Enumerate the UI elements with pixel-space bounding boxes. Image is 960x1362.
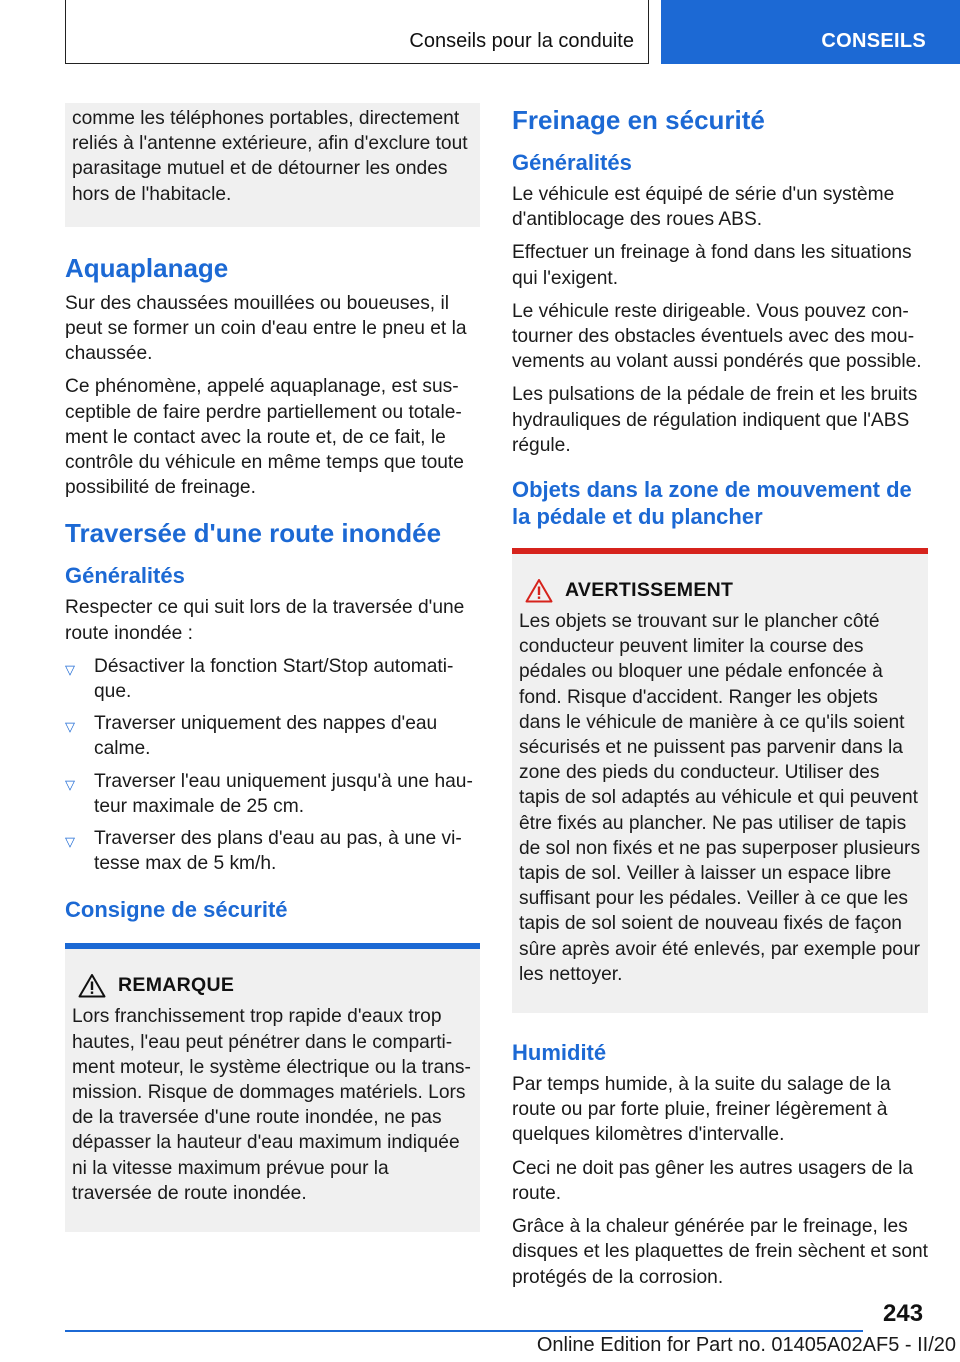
section-title: Conseils pour la conduite (409, 30, 634, 52)
chapter-tab-label: CONSEILS (821, 30, 926, 52)
heading-aquaplanage: Aquaplanage (65, 252, 229, 283)
warning-title: AVERTISSEMENT (565, 579, 734, 602)
triangle-bullet-icon: ▽ (65, 719, 75, 735)
heading-humidite: Humidité (512, 1040, 607, 1066)
freinage-p1: Le véhicule est équipé de série d'un système d'antiblocage des roues ABS. (512, 184, 895, 231)
humidite-p2: Ceci ne doit pas gêner les autres usagers de la route. (512, 1157, 914, 1204)
footer-rule (65, 1330, 863, 1332)
warning-box (512, 548, 928, 1013)
heading-objets: Objets dans la zone de mouvement de la pédale et du plancher (512, 477, 912, 530)
warning-triangle-icon (78, 973, 106, 998)
freinage-p2: Effectuer un freinage à fond dans les situations qui l'exigent. (512, 242, 912, 289)
notice-text: Lors franchissement trop rapide d'eaux trop hautes, l'eau peut pénétrer dans le compartiment moteur, le système électrique ou la transmission. Risque de dommages matériels. Lors de la traversée d'une route inondée, ne pas dépasser la hauteur d'eau maximum indiquée ni la vitesse maximum prévue pour la traversée de route inondée. (72, 1006, 471, 1204)
notice-title: REMARQUE (118, 974, 235, 997)
heading-generalites-right: Généralités (512, 150, 632, 175)
heading-traversee: Traversée d'une route inondée (65, 518, 442, 549)
warning-text: Les objets se trouvant sur le plancher côté conducteur peuvent limiter la course des pédales ou bloquer une pédale enfoncée à fond. Risque d'accident. Ranger les objets dans le véhicule de manière à ce qu'ils soient sécurisés et ne puissent pas parvenir dans la zone des pieds du conducteur. Utiliser des tapis de sol adaptés au véhicule et qui peuvent être fixés au plancher. Ne pas utiliser de tapis de sol non fixés et ne pas superposer plusieurs tapis de sol. Veiller à laisser un espace libre suffisant pour les pédales. Veiller à ce que les tapis de sol soient de nouveau fixés de façon sûre après avoir été enlevés, par exemple pour les nettoyer. (519, 611, 921, 985)
chapter-tab[interactable] (661, 0, 960, 64)
edition-text: Online Edition for Part no. 01405A02AF5 - II/20 (536, 1334, 956, 1356)
heading-freinage: Freinage en sécurité (512, 105, 765, 135)
heading-consigne: Consigne de sécurité (65, 897, 288, 923)
traversee-list (65, 654, 480, 877)
page-number: 243 (883, 1300, 924, 1327)
notice-box (65, 943, 480, 1232)
continued-text: comme les téléphones portables, directement reliés à l'antenne extérieure, afin d'exclure tout parasitage mutuel et de détourner les ondes hors de l'habitacle. (72, 108, 468, 205)
triangle-bullet-icon: ▽ (65, 776, 75, 792)
humidite-p3: Grâce à la chaleur générée par le freinage, les disques et les plaquettes de frein sèchent et sont protégés de la corrosion. (512, 1216, 928, 1288)
list-item: ▽ Traverser l'eau uniquement jusqu'à une hauteur maximale de 25 cm. (65, 770, 473, 817)
list-item: ▽ Traverser uniquement des nappes d'eau calme. (65, 713, 438, 760)
triangle-bullet-icon: ▽ (65, 661, 75, 677)
humidite-p1: Par temps humide, à la suite du salage de la route ou par forte pluie, freiner légèrement à quelques kilomètres d'intervalle. (512, 1074, 891, 1146)
triangle-bullet-icon: ▽ (65, 834, 75, 850)
freinage-p3: Le véhicule reste dirigeable. Vous pouvez contourner des obstacles éventuels avec des mouvements au volant aussi pondérés que possible. (512, 300, 922, 373)
aquaplanage-p1: Sur des chaussées mouillées ou boueuses, il peut se former un coin d'eau entre le pneu et la chaussée. (65, 292, 467, 365)
aquaplanage-p2: Ce phénomène, appelé aquaplanage, est susceptible de faire perdre partiellement ou totalement le contact avec la route et, de ce fait, le contrôle du véhicule en même temps que toute possibilité de freinage. (65, 376, 464, 499)
traversee-intro: Respecter ce qui suit lors de la traversée d'une route inondée : (65, 597, 465, 644)
running-header (65, 0, 649, 64)
list-item: ▽ Traverser des plans d'eau au pas, à une vitesse max de 5 km/h. (65, 828, 462, 875)
left-column (65, 103, 480, 1232)
list-item: ▽ Désactiver la fonction Start/Stop automatique. (65, 655, 454, 703)
right-column (512, 103, 928, 1298)
freinage-p4: Les pulsations de la pédale de frein et les bruits hydrauliques de régulation indiquent que l'ABS régule. (512, 384, 918, 456)
warning-triangle-icon (525, 578, 553, 603)
heading-generalites-left: Généralités (65, 563, 185, 589)
continued-box (65, 103, 480, 227)
